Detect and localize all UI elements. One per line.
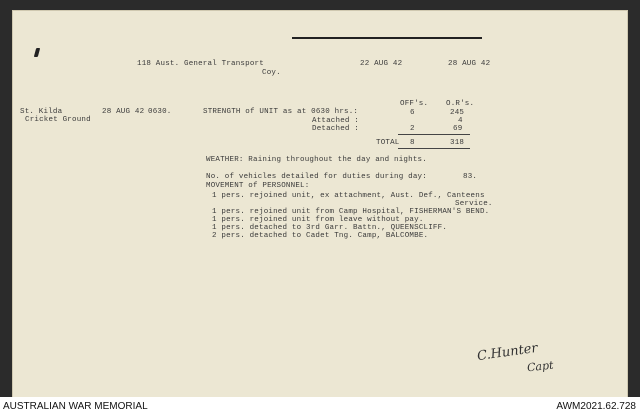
top-rule bbox=[292, 37, 482, 39]
movement-line: 1 pers. detached to 3rd Garr. Battn., QUEENSCLIFF. bbox=[212, 224, 448, 232]
footer-source: AUSTRALIAN WAR MEMORIAL bbox=[3, 401, 148, 412]
col-officers: OFF's. bbox=[400, 100, 429, 108]
detached-officers: 2 bbox=[410, 125, 415, 133]
movement-line: 1 pers. rejoined unit, ex attachment, Aust. Def., Canteens bbox=[212, 192, 485, 200]
signature-rank: Capt bbox=[526, 358, 555, 375]
document-page bbox=[12, 10, 628, 398]
detached-other-ranks: 69 bbox=[453, 125, 463, 133]
total-rule bbox=[398, 134, 470, 135]
vehicles-count: 83. bbox=[463, 173, 478, 181]
movement-line: Service. bbox=[455, 200, 493, 208]
footer-reference: AWM2021.62.728 bbox=[556, 401, 636, 412]
movement-line: 2 pers. detached to Cadet Tng. Camp, BALCOMBE. bbox=[212, 232, 429, 240]
unit-name-cont: Coy. bbox=[262, 69, 281, 77]
col-other-ranks: O.R's. bbox=[446, 100, 475, 108]
movement-line: 1 pers. rejoined unit from leave without pay. bbox=[212, 216, 424, 224]
unit-other-ranks: 245 bbox=[450, 109, 465, 117]
detached-label: Detached : bbox=[312, 125, 360, 133]
attached-label: Attached : bbox=[312, 117, 360, 125]
place-line-1: St. Kilda bbox=[20, 108, 63, 116]
signature-name: C.Hunter bbox=[476, 340, 539, 365]
place-line-2: Cricket Ground bbox=[25, 116, 91, 124]
entry-time: 0630. bbox=[148, 108, 172, 116]
total-underline bbox=[398, 148, 470, 149]
unit-name: 118 Aust. General Transport bbox=[137, 60, 264, 68]
entry-date: 28 AUG 42 bbox=[102, 108, 145, 116]
strength-label: STRENGTH of UNIT as at 0630 hrs.: bbox=[203, 108, 359, 116]
date-to: 28 AUG 42 bbox=[448, 60, 491, 68]
date-from: 22 AUG 42 bbox=[360, 60, 403, 68]
movement-title: MOVEMENT of PERSONNEL: bbox=[206, 182, 310, 190]
total-label: TOTAL bbox=[376, 139, 400, 147]
vehicles-line: No. of vehicles detailed for duties during day: bbox=[206, 173, 427, 181]
weather-line: WEATHER: Raining throughout the day and nights. bbox=[206, 156, 427, 164]
unit-officers: 6 bbox=[410, 109, 415, 117]
attached-other-ranks: 4 bbox=[458, 117, 463, 125]
movement-line: 1 pers. rejoined unit from Camp Hospital, FISHERMAN'S BEND. bbox=[212, 208, 490, 216]
footer-bar bbox=[0, 397, 640, 417]
total-officers: 8 bbox=[410, 139, 415, 147]
total-other-ranks: 318 bbox=[450, 139, 465, 147]
